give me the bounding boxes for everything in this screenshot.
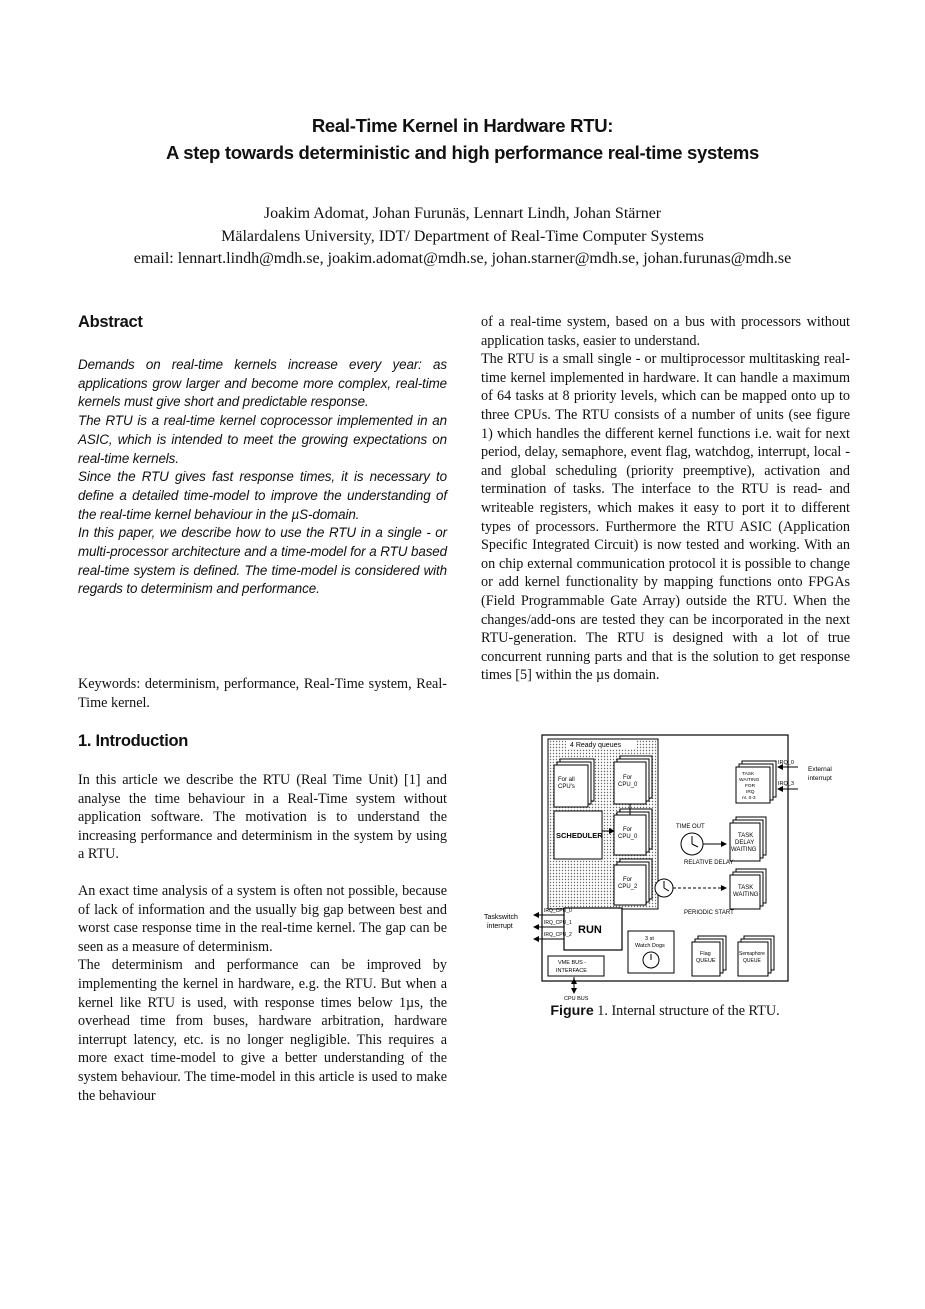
queue-for-cpu2 [614,859,652,905]
taskswitch-label-2: interrupt [487,923,513,930]
irq3-label: IRQ_3 [778,781,794,787]
svg-text:For: For [623,877,632,883]
ready-queues-label: 4 Ready queues [570,742,621,749]
svg-text:QUEUE: QUEUE [696,958,716,964]
svg-text:INTERFACE: INTERFACE [556,968,587,974]
paper-title-line2: A step towards deterministic and high performance real-time systems [166,142,759,163]
keywords: Keywords: determinism, performance, Real-Time system, Real-Time kernel. [78,676,447,711]
paper-title-line1: Real-Time Kernel in Hardware RTU: [311,115,614,136]
body-paragraph: of a real-time system, based on a bus with processors without application tasks, easier to understand. [481,314,850,349]
figure-caption-text: 1. Internal structure of the RTU. [593,1003,780,1019]
svg-text:QUEUE: QUEUE [743,958,761,964]
svg-text:IRQ: IRQ [746,790,755,795]
rtu-diagram [480,731,832,1002]
task-delay-waiting [730,817,766,861]
svg-text:Semaphore: Semaphore [739,951,765,957]
external-interrupt-label-2: interrupt [808,775,832,782]
queue-for-all-cpus [554,759,594,807]
author-emails: email: lennart.lindh@mdh.se, joakim.adomat@mdh.se, johan.starner@mdh.se, johan.furunas@mdh.se [133,250,792,267]
figure-caption-label: Figure [550,1003,594,1019]
intro-paragraph: An exact time analysis of a system is often not possible, because of lack of information and the usually big gap between best and worst case response time in the real-time kernel. The gap can be seen as a measure of determinism. [78,882,447,955]
rtu-structure-figure [480,731,832,1002]
task-periodic-waiting [730,869,766,909]
queue-for-cpu0-middle [614,809,652,855]
body-paragraph: The RTU is a small single - or multiprocessor multitasking real-time kernel implemented in hardware. It can handle a maximum of 64 tasks at 8 priority levels, which can be mapped onto up to three CPUs. The RTU consists of a number of units (see figure 1) which handles the different kernel functions i.e. wait for next period, delay, semaphore, event flag, watchdog, interrupt, local - and global scheduling (priority preemptive), activation and termination of tasks. The interface to the RTU is read- and writeable registers, which makes it easy to port it to different types of processors. Furthermore the RTU ASIC (Application Specific Integrated Circuit) is now tested and working. With an on chip external communication protocol it is possible to change or add kernel functionality by mapping functions onto FPGAs (Field Programmable Gate Array) outside the RTU. When the changes/add-ons are tested they can be incorporated in the next RTU-generation. The RTU is designed with a lot of true concurrent running parts and that is the solution to get response times [5] within the µs domain. [481,351,850,684]
svg-text:3 st: 3 st [645,936,654,942]
external-interrupt-label-1: External [808,766,832,773]
scheduler-label: SCHEDULER [556,831,603,840]
task-waiting-for-irq [736,761,776,803]
svg-text:For: For [623,775,632,781]
figure-caption [480,1003,850,1020]
right-column-body [481,313,850,685]
author-affiliation: Mälardalens University, IDT/ Department of Real-Time Computer Systems [221,228,704,245]
svg-text:TASK: TASK [738,885,754,891]
intro-paragraph: The determinism and performance can be improved by implementing the kernel in hardware, e.g. the RTU. But when a kernel like RTU is used, with response times below 1µs, the overhead time from buses, hardware arbitration, hardware interrupt latency, etc. is no longer negligible. This requires a more exact time-model to give a better understanding of the system behaviour. The time-model in this article is used to make the behaviour [78,957,447,1104]
svg-text:WAITING: WAITING [733,892,759,898]
svg-text:CPU_2: CPU_2 [618,884,638,890]
abstract-body [78,356,447,599]
timeout-label: TIME OUT [676,824,705,830]
svg-text:WAITING: WAITING [739,778,760,783]
svg-text:For: For [623,827,632,833]
svg-text:CPU's: CPU's [558,784,575,790]
abstract-paragraph: Demands on real-time kernels increase every year: as applications grow larger and become more complex, real-time kernels must give short and predictable response. [78,357,447,410]
svg-text:Watch Dogs: Watch Dogs [635,943,665,949]
cpu-bus-label: CPU BUS [564,996,589,1002]
introduction-body [78,771,447,1105]
abstract-heading: Abstract [78,313,143,331]
relative-delay-label: RELATIVE DELAY [684,860,734,866]
irq-cpu2-label: IRQ_CPU_2 [544,932,572,938]
svg-text:CPU_0: CPU_0 [618,782,638,788]
svg-text:nr. 0-3: nr. 0-3 [742,796,756,801]
svg-text:WAITING: WAITING [731,847,757,853]
abstract-paragraph: The RTU is a real-time kernel coprocessor implemented in an ASIC, which is intended to meet the growing expectations on real-time kernels. [78,413,447,466]
svg-text:CPU_0: CPU_0 [618,834,638,840]
svg-text:TASK: TASK [738,833,754,839]
periodic-start-label: PERIODIC START [684,910,734,916]
irq0-label: IRQ_0 [778,760,794,766]
svg-text:VME BUS -: VME BUS - [558,960,587,966]
run-label: RUN [578,924,602,936]
abstract-paragraph: In this paper, we describe how to use the RTU in a single - or multi-processor architecture and a time-model for a RTU based real-time system is defined. The time-model is considered with regards to determinism and performance. [78,525,447,597]
svg-text:For all: For all [558,777,575,783]
irq-cpu1-label: IRQ_CPU_1 [544,920,572,926]
abstract-paragraph: Since the RTU gives fast response times, it is necessary to define a detailed time-model to improve the understanding of the real-time kernel behaviour in the µS-domain. [78,469,447,522]
flag-queue [692,936,726,976]
queue-for-cpu0-top [614,756,652,804]
svg-text:FOR: FOR [745,784,756,789]
author-names: Joakim Adomat, Johan Furunäs, Lennart Lindh, Johan Stärner [263,205,662,222]
introduction-heading: 1. Introduction [78,732,189,750]
intro-paragraph: In this article we describe the RTU (Real Time Unit) [1] and analyse the time behaviour in a Real-Time system without application software. The motivation is to understand the increasing performance and determinism in the system by using a RTU. [78,772,447,863]
svg-text:Flag: Flag [700,951,711,957]
semaphore-queue [738,936,774,976]
irq-cpu0-label: IRQ_CPU_0 [544,908,572,914]
svg-text:TASK: TASK [742,772,755,777]
svg-text:DELAY: DELAY [735,840,755,846]
taskswitch-label-1: Taskswitch [484,914,518,921]
